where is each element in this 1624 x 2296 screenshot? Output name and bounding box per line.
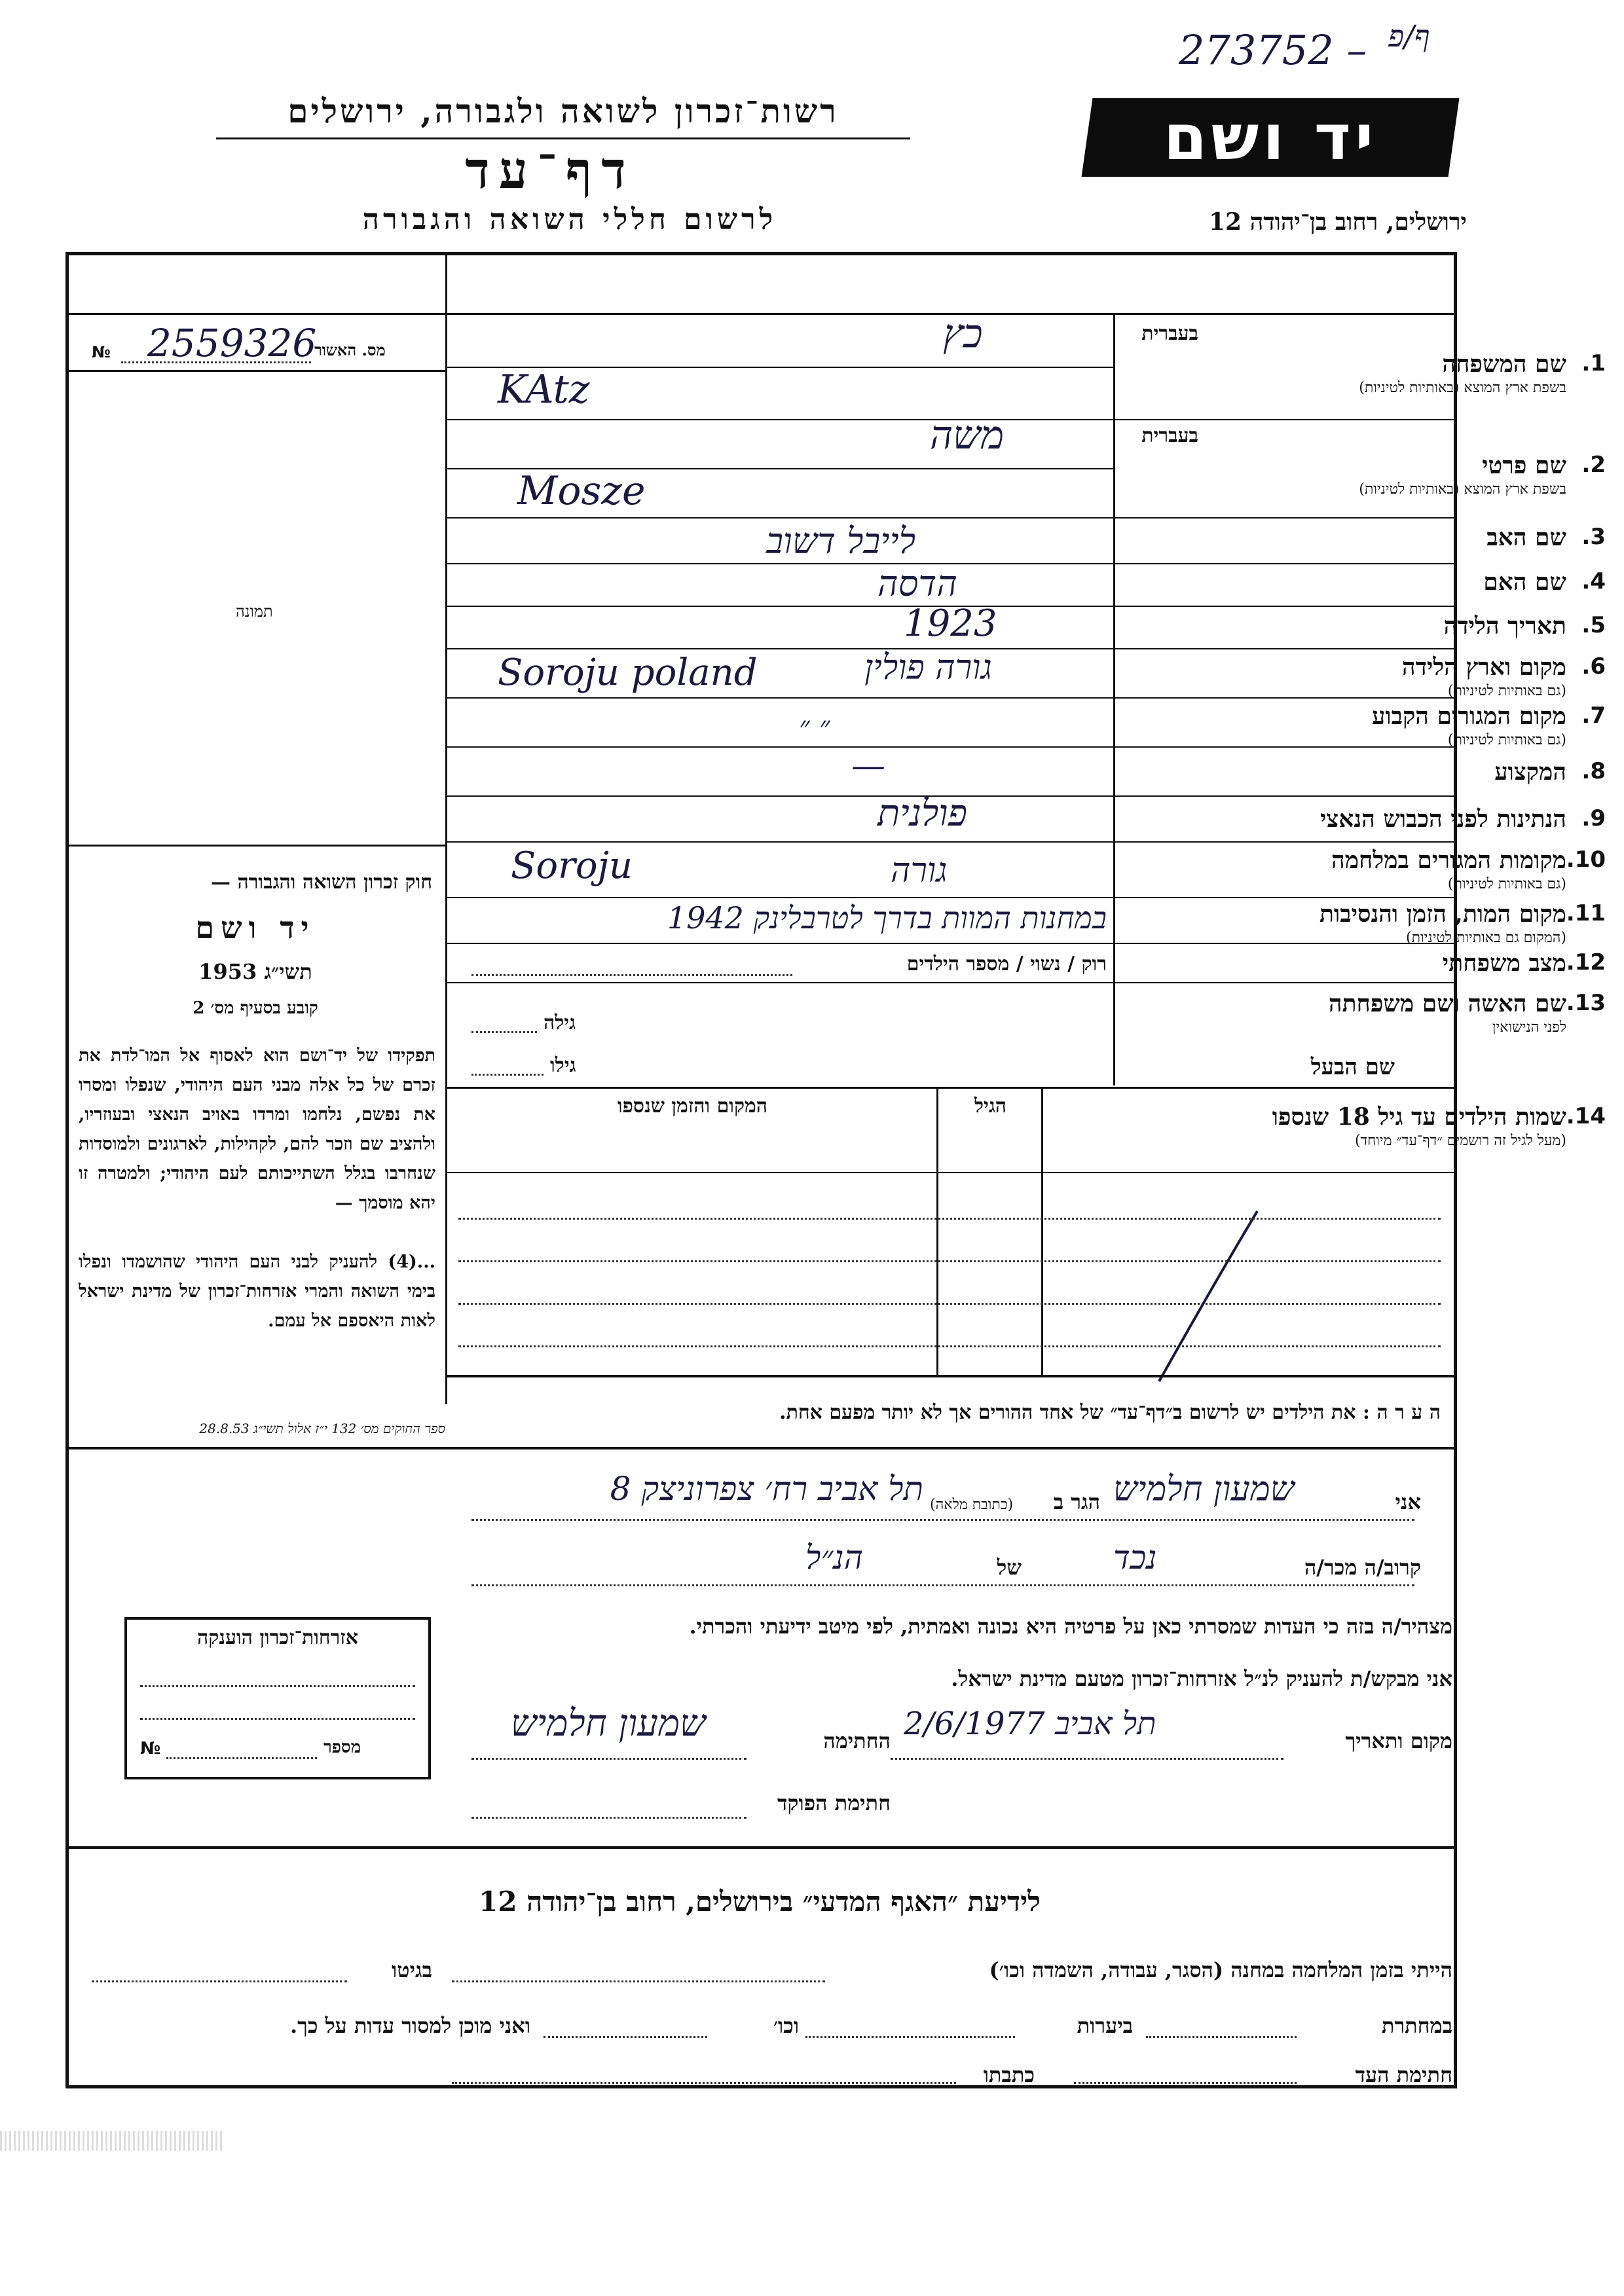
declaration-line1-dots [471, 1519, 1414, 1521]
bottom-line2-c: וכו׳ [773, 2013, 799, 2038]
field-4-value: הדסה [877, 563, 957, 604]
declaration-address: תל אביב רח׳ צפרוניצק 8 [610, 1470, 923, 1508]
photo-label: תמונה [236, 602, 273, 621]
field-2-title: שם פרטי [1482, 452, 1566, 479]
law-section: קובע בסעיף מס׳ 2 [193, 998, 318, 1018]
bottom-line3-b: כתבתו [983, 2062, 1035, 2087]
bottom-section-line [65, 1846, 1457, 1849]
declaration-resides-label: הגר ב [1053, 1489, 1100, 1514]
field-13-label [1285, 990, 1606, 1036]
field-3-number: 3. [1581, 524, 1606, 550]
declaration-of-value: הנ״ל [805, 1539, 863, 1576]
field-12-number: 12. [1566, 949, 1606, 975]
note-top-line [445, 1375, 1457, 1377]
form-subtitle: לרשום חללי השואה והגבורה [362, 203, 777, 236]
field-2-number: 2. [1581, 452, 1606, 478]
citizenship-number-dots [166, 1757, 317, 1759]
field-3-value: לייבל דשוב [766, 520, 915, 562]
approval-no-value: 2559326 [147, 321, 317, 365]
field-6-label [1285, 653, 1606, 699]
field-11-title: מקום המות, הזמן והנסיבות [1320, 900, 1566, 928]
approval-row-line [65, 370, 445, 372]
yad-vashem-logo [1082, 98, 1460, 177]
header-rule [216, 137, 910, 139]
field-12-dots [471, 974, 792, 976]
field-13-title: שם האשה ושם משפחתה [1328, 990, 1566, 1017]
field-10-value-he: גורה [891, 851, 948, 890]
authority-title: רשות־זכרון לשואה ולגבורה, ירושלים [287, 92, 839, 130]
approval-no-symbol: № [92, 343, 111, 361]
field-12-label [1285, 949, 1606, 977]
bottom-line2-dots-b [805, 2036, 1015, 2038]
field-8-label [1285, 758, 1606, 786]
declaration-relative-label: קרוב/ה מכר/ה [1304, 1555, 1421, 1580]
field-1-number: 1. [1581, 350, 1606, 376]
bottom-line2-d: ואני מוכן למסור עדות על כך. [289, 2013, 530, 2038]
law-title: חוק זכרון השואה והגבורה — [211, 871, 432, 894]
field-4-number: 4. [1581, 568, 1606, 594]
signature-label: החתימה [823, 1728, 891, 1753]
children-title: שמות הילדים עד גיל 18 שנספו [1272, 1103, 1566, 1131]
field-3-label [1285, 524, 1606, 551]
signature-value: שמעון חלמיש [511, 1702, 706, 1745]
field-13-number: 13. [1566, 990, 1606, 1016]
age-label-husband: גילו [550, 1054, 576, 1077]
children-sub: (מעל לגיל זה רושמים ״דף־עד״ מיוחד) [1354, 1133, 1566, 1149]
place-date-dots [891, 1758, 1283, 1760]
note-bottom-line [65, 1447, 1457, 1449]
field-9-value: פולנית [877, 792, 967, 835]
field-8-title: המקצוע [1494, 758, 1566, 786]
scan-noise [0, 2131, 223, 2151]
field-6-value-he: גורה פולין [864, 648, 992, 687]
field-11-value: במחנות המוות בדרך לטרבלינק 1942 [667, 900, 1107, 936]
field-2-label [1285, 452, 1606, 498]
age-husband-dots [471, 1074, 544, 1076]
field-10-sub: (גם באותיות לטיניות) [1447, 876, 1566, 892]
frame-top [65, 252, 1457, 255]
field-9-title: הנתינות לפני הכבוש הנאצי [1320, 805, 1566, 833]
field-10-title: מקומות המגורים במלחמה [1331, 847, 1566, 874]
field-13-sub: לפני הנישואין [1492, 1019, 1566, 1036]
field-10-value-latin: Soroju [511, 845, 633, 887]
bottom-line3-dots-b [452, 2082, 956, 2084]
field-10-label [1285, 847, 1606, 892]
field-4-label [1285, 568, 1606, 596]
field-5-label [1285, 612, 1606, 640]
field-5-value: 1923 [904, 602, 997, 645]
bottom-line1-b: בגיטו [392, 1958, 432, 1982]
logo-text: יד ושם [1163, 101, 1378, 174]
photo-bottom-line [65, 845, 445, 847]
children-col-place: המקום והזמן שנספו [617, 1095, 768, 1118]
citizenship-number-label: מספר [323, 1738, 361, 1757]
law-year: תשי״ג 1953 [198, 959, 312, 984]
field-9-number: 9. [1581, 805, 1606, 831]
left-column-divider [445, 252, 447, 1404]
row-line [445, 897, 1457, 898]
law-source: ספר החוקים מס׳ 132 י״ז אלול תשי״ג 28.8.53 [199, 1421, 445, 1436]
citizenship-box [124, 1617, 431, 1779]
field-8-value: — [851, 746, 885, 786]
field-4-title: שם האם [1483, 568, 1566, 596]
approval-no-dots [121, 361, 311, 363]
children-header-line [445, 1172, 1457, 1173]
field-8-number: 8. [1581, 758, 1606, 784]
declaration-name: שמעון חלמיש [1113, 1470, 1295, 1509]
field-1-value-he: כץ [943, 311, 983, 357]
bottom-line3-a: חתימת העד [1355, 2062, 1452, 2087]
row-line [445, 1087, 1457, 1089]
field-12-options: רוק / נשוי / מספר הילדים [906, 953, 1107, 975]
husband-label: שם הבעל [1310, 1054, 1395, 1080]
approval-no-label: מס. האשור [314, 340, 386, 359]
field-6-value-latin: Soroju poland [498, 651, 758, 694]
citizenship-line [140, 1685, 415, 1687]
field-7-label [1285, 702, 1606, 748]
address: ירושלים, רחוב בן־יהודה 12 [1208, 208, 1467, 236]
place-date-value: תל אביב 2/6/1977 [904, 1705, 1156, 1742]
officer-signature-dots [471, 1817, 747, 1819]
children-number: 14. [1566, 1103, 1606, 1129]
note-text: ה ע ר ה : את הילדים יש לרשום ב״דף־עד״ של אחד ההורים אך לא יותר מפעם אחת. [779, 1401, 1441, 1424]
row-line [445, 841, 1457, 843]
citizenship-box-title: אזרחות־זכרון הוענקה [196, 1626, 359, 1649]
officer-signature-label: חתימת הפוקד [777, 1791, 891, 1815]
bottom-line1-a: הייתי בזמן המלחמה במחנה (הסגר, עבודה, השמדה וכו׳) [989, 1958, 1452, 1982]
field-11-label [1285, 900, 1606, 946]
children-row-dots [458, 1218, 1441, 1220]
children-col-line [1041, 1087, 1043, 1375]
children-col-age: הגיל [974, 1095, 1007, 1118]
bottom-line2-b: ביערות [1077, 2013, 1133, 2038]
field-2-value-he: משה [930, 412, 1005, 458]
field-6-sub: (גם באותיות לטיניות) [1447, 683, 1566, 699]
form-title: דף־עד [465, 141, 635, 200]
declaration-i-label: אני [1395, 1489, 1421, 1514]
tag-hebrew: בעברית [1141, 424, 1198, 447]
declaration-relative-value: נכד [1113, 1539, 1157, 1576]
frame-bottom [65, 2085, 1457, 2088]
declaration-line2-dots [471, 1584, 1414, 1586]
field-5-title: תאריך הלידה [1443, 612, 1566, 640]
children-row-dots [458, 1260, 1441, 1262]
field-2-value-latin: Mosze [517, 468, 646, 514]
field-1-value-latin: KAtz [498, 367, 590, 412]
bottom-line1-dots2 [92, 1980, 347, 1982]
place-date-label: מקום ותאריך [1345, 1728, 1452, 1753]
field-6-number: 6. [1581, 653, 1606, 680]
tag-hebrew: בעברית [1141, 322, 1198, 345]
field-6-title: מקום וארץ הלידה [1401, 653, 1566, 681]
age-label-wife: גילה [544, 1011, 576, 1034]
bottom-line2-dots-c [544, 2036, 707, 2038]
field-9-label [1285, 805, 1606, 833]
declaration-of-label: של [997, 1555, 1022, 1580]
bottom-line2-dots-a [1146, 2036, 1297, 2038]
signature-dots [471, 1758, 747, 1760]
bottom-line2-a: במחתרת [1381, 2013, 1452, 2038]
field-1-sub: בשפת ארץ המוצא (באותיות לטיניות) [1359, 380, 1566, 396]
archive-stamp-corner: ף/פ [1388, 18, 1430, 54]
archive-stamp-number: 273752 – [1179, 26, 1367, 74]
citizenship-line [140, 1718, 415, 1720]
field-3-title: שם האב [1486, 524, 1566, 551]
declaration-full-address-label: (כתובת מלאה) [930, 1497, 1014, 1513]
field-5-number: 5. [1581, 612, 1606, 638]
bottom-line1-dots [452, 1980, 825, 1982]
age-wife-dots [471, 1031, 537, 1033]
field-10-number: 10. [1566, 847, 1606, 873]
bottom-title: לידיעת ״האגף המדעי״ בירושלים, רחוב בן־יהודה 12 [479, 1886, 1041, 1918]
upper-divider [65, 313, 1457, 315]
children-strike-mark [1139, 1198, 1270, 1394]
bottom-line3-dots-a [1074, 2082, 1297, 2084]
law-para2: ...(4) להעניק לבני העם היהודי שהושמדו ונפלו בימי השואה והמרי אזרחות־זכרון של מדינת ישראל לאות היאספם אל עמם. [79, 1252, 435, 1331]
field-12-title: מצב משפחתי [1442, 949, 1566, 977]
field-11-number: 11. [1566, 900, 1606, 926]
law-para1: תפקידו של יד־ושם הוא לאסוף אל המו־לדת את זכרם של כל אלה מבני העם היהודי, שנפלו ומסרו את נפשם, נלחמו ומרדו באויב הנאצי ובעוזריו, ולהציב שם וזכר להם, לקהילות, לארגונים ולמוסדות שנחרבו בגלל השתייכותם לעם היהודי; ולמטרה זו יהא מוסמך — [79, 1046, 435, 1213]
row-line [445, 517, 1457, 519]
field-7-value: ״ ״ [799, 710, 830, 744]
declaration-statement2: אני מבקש/ת להעניק לנ״ל אזרחות־זכרון מטעם מדינת ישראל. [951, 1666, 1452, 1691]
children-row-dots [458, 1345, 1441, 1347]
field-11-sub: (המקום גם באותיות לטיניות) [1406, 930, 1566, 946]
children-row-dots [458, 1303, 1441, 1305]
field-1-title: שם המשפחה [1442, 350, 1566, 378]
children-col-line [936, 1087, 938, 1375]
children-label [1167, 1103, 1606, 1149]
frame-left [65, 252, 69, 2088]
law-name: יד ושם [195, 910, 316, 945]
declaration-statement1: מצהיר/ה בזה כי העדות שמסרתי כאן על פרטיה היא נכונה ואמתית, לפי מיטב ידיעתי והכרתי. [689, 1614, 1452, 1639]
field-1-label [1285, 350, 1606, 396]
citizenship-number-symbol: № [140, 1739, 161, 1758]
row-line [445, 982, 1457, 983]
field-7-number: 7. [1581, 702, 1606, 729]
field-2-sub: בשפת ארץ המוצא (באותיות לטיניות) [1359, 481, 1566, 498]
field-7-sub: (גם באותיות לטיניות) [1447, 732, 1566, 748]
field-7-title: מקום המגורים הקבוע [1372, 702, 1566, 730]
